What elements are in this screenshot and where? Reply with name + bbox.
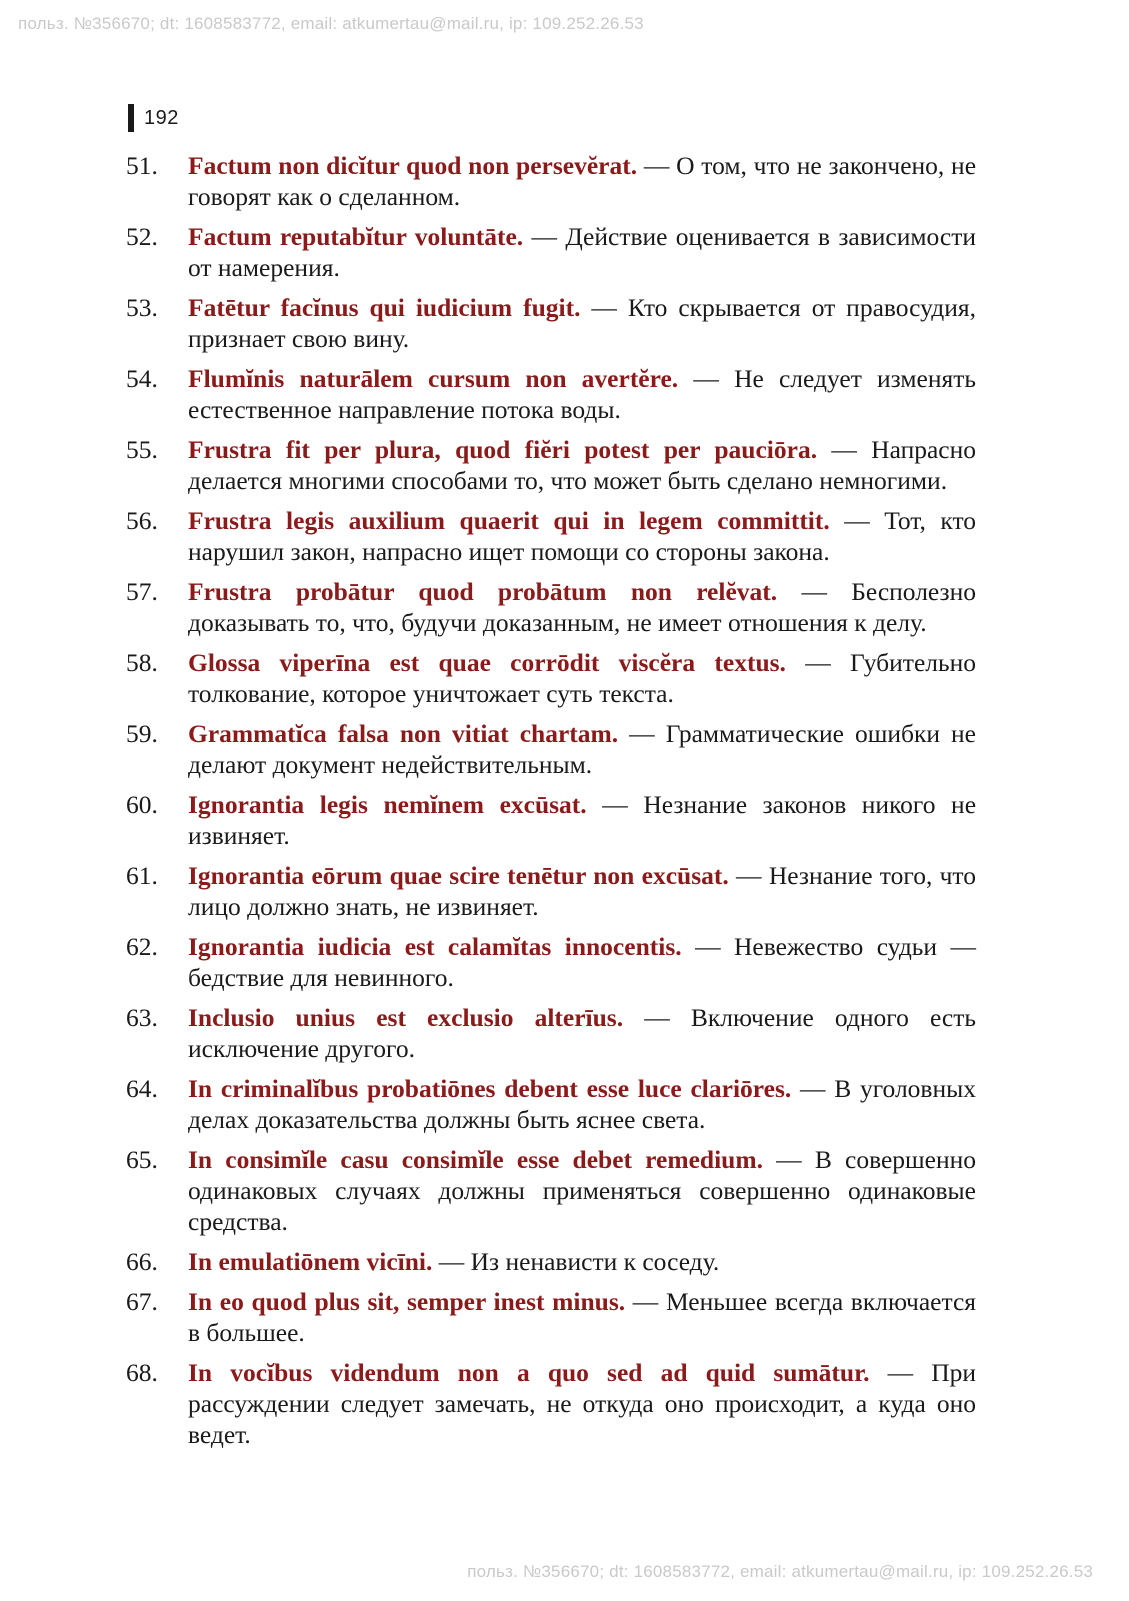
latin-maxim: Glossa viperīna est quae corrōdit viscĕra textus. bbox=[188, 648, 786, 677]
latin-maxim: In vocĭbus videndum non a quo sed ad quid sumātur. bbox=[188, 1358, 870, 1387]
russian-translation: В уголовных делах доказательства должны быть яснее света. bbox=[188, 1074, 976, 1134]
latin-maxim: Frustra probātur quod probātum non relĕvat. bbox=[188, 577, 778, 606]
latin-maxim: Fatētur facĭnus qui iudicium fugit. bbox=[188, 293, 581, 322]
entry-number: 52. bbox=[126, 222, 158, 251]
maxim-entry bbox=[126, 931, 976, 993]
entry-number: 65. bbox=[126, 1145, 158, 1174]
russian-translation: Незнание того, что лицо должно знать, не извиняет. bbox=[188, 861, 976, 921]
russian-translation: Не следует изменять естественное направление потока воды. bbox=[188, 364, 976, 424]
latin-maxim: Inclusio unius est exclusio alterīus. bbox=[188, 1003, 624, 1032]
russian-translation: Тот, кто нарушил закон, напрасно ищет помощи со стороны закона. bbox=[188, 506, 976, 566]
em-dash-separator: — bbox=[591, 293, 617, 322]
entry-number: 67. bbox=[126, 1287, 158, 1316]
em-dash-separator: — bbox=[643, 151, 670, 180]
em-dash-separator: — bbox=[695, 932, 721, 961]
entry-number: 55. bbox=[126, 435, 158, 464]
latin-maxim: Frustra fit per plura, quod fiĕri potest per pauciōra. bbox=[188, 435, 818, 464]
entry-number: 60. bbox=[126, 790, 158, 819]
em-dash-separator: — bbox=[801, 577, 827, 606]
latin-maxim: Factum reputabĭtur voluntāte. bbox=[188, 222, 524, 251]
latin-maxim: In criminalĭbus probatiōnes debent esse luce clariōres. bbox=[188, 1074, 792, 1103]
maxim-entry bbox=[126, 434, 976, 496]
latin-maxim: Flumĭnis naturālem cursum non avertĕre. bbox=[188, 364, 679, 393]
latin-maxim: In eo quod plus sit, semper inest minus. bbox=[188, 1287, 626, 1316]
maxim-entry bbox=[126, 789, 976, 851]
em-dash-separator: — bbox=[831, 435, 857, 464]
latin-maxim: Factum non dicĭtur quod non persevĕrat. bbox=[188, 151, 638, 180]
entry-number: 58. bbox=[126, 648, 158, 677]
maxim-entry bbox=[126, 718, 976, 780]
entry-number: 56. bbox=[126, 506, 158, 535]
maxim-entry bbox=[126, 1357, 976, 1450]
russian-translation: Включение одного есть исключение другого. bbox=[188, 1003, 976, 1063]
em-dash-separator: — bbox=[644, 1003, 670, 1032]
em-dash-separator: — bbox=[776, 1145, 802, 1174]
latin-maxim: Frustra legis auxilium quaerit qui in legem committit. bbox=[188, 506, 830, 535]
entry-number: 54. bbox=[126, 364, 158, 393]
maxim-entry bbox=[126, 221, 976, 283]
russian-translation: Грамматические ошибки не делают документ недействительным. bbox=[188, 719, 977, 779]
russian-translation: В совершенно одинаковых случаях должны применяться совершенно одинаковые средства. bbox=[188, 1145, 977, 1236]
russian-translation: Из ненависти к соседу. bbox=[470, 1247, 720, 1276]
russian-translation: При рассуждении следует замечать, не откуда оно происходит, а куда оно ведет. bbox=[188, 1358, 976, 1449]
russian-translation: Невежество судьи — бедствие для невинного. bbox=[188, 932, 976, 992]
russian-translation: Напрасно делается многими способами то, что может быть сделано немногими. bbox=[188, 435, 976, 495]
page-number: 192 bbox=[144, 106, 179, 129]
em-dash-separator: — bbox=[799, 1074, 826, 1103]
russian-translation: Кто скрывается от правосудия, признает свою вину. bbox=[188, 293, 976, 353]
entry-number: 63. bbox=[126, 1003, 158, 1032]
maxims-list bbox=[126, 150, 976, 1459]
maxim-entry bbox=[126, 1144, 976, 1237]
watermark-bottom: польз. №356670; dt: 1608583772, email: atkumertau@mail.ru, ip: 109.252.26.53 bbox=[467, 1562, 1093, 1581]
maxim-entry bbox=[126, 363, 976, 425]
russian-translation: Меньшее всегда включается в большее. bbox=[188, 1287, 976, 1347]
maxim-entry bbox=[126, 1286, 976, 1348]
latin-maxim: Ignorantia legis nemĭnem excūsat. bbox=[188, 790, 587, 819]
maxim-entry bbox=[126, 647, 976, 709]
entry-number: 68. bbox=[126, 1358, 158, 1387]
russian-translation: Действие оценивается в зависимости от намерения. bbox=[188, 222, 977, 282]
russian-translation: Губительно толкование, которое уничтожает суть текста. bbox=[188, 648, 977, 708]
maxim-entry bbox=[126, 1002, 976, 1064]
em-dash-separator: — bbox=[805, 648, 831, 677]
russian-translation: О том, что не закончено, не говорят как о сделанном. bbox=[188, 151, 977, 211]
latin-maxim: In emulatiōnem vicīni. bbox=[188, 1247, 433, 1276]
maxim-entry bbox=[126, 576, 976, 638]
latin-maxim: Grammatĭca falsa non vitiat chartam. bbox=[188, 719, 619, 748]
maxim-entry bbox=[126, 860, 976, 922]
em-dash-separator: — bbox=[887, 1358, 914, 1387]
entry-number: 66. bbox=[126, 1247, 158, 1276]
latin-maxim: Ignorantia eōrum quae scire tenētur non excūsat. bbox=[188, 861, 729, 890]
em-dash-separator: — bbox=[438, 1247, 465, 1276]
latin-maxim: In consimĭle casu consimĭle esse debet remedium. bbox=[188, 1145, 763, 1174]
maxim-entry bbox=[126, 1246, 976, 1277]
watermark-top: польз. №356670; dt: 1608583772, email: atkumertau@mail.ru, ip: 109.252.26.53 bbox=[18, 14, 644, 33]
maxim-entry bbox=[126, 1073, 976, 1135]
em-dash-separator: — bbox=[531, 222, 557, 251]
em-dash-separator: — bbox=[693, 364, 719, 393]
entry-number: 57. bbox=[126, 577, 158, 606]
em-dash-separator: — bbox=[632, 1287, 659, 1316]
page-header bbox=[128, 104, 179, 132]
russian-translation: Незнание законов никого не извиняет. bbox=[188, 790, 977, 850]
entry-number: 53. bbox=[126, 293, 158, 322]
russian-translation: Бесполезно доказывать то, что, будучи доказанным, не имеет отношения к делу. bbox=[188, 577, 977, 637]
entry-number: 59. bbox=[126, 719, 158, 748]
maxim-entry bbox=[126, 505, 976, 567]
entry-number: 62. bbox=[126, 932, 158, 961]
entry-number: 61. bbox=[126, 861, 158, 890]
em-dash-separator: — bbox=[844, 506, 870, 535]
em-dash-separator: — bbox=[629, 719, 655, 748]
page-marker-bar bbox=[128, 104, 134, 132]
maxim-entry bbox=[126, 292, 976, 354]
latin-maxim: Ignorantia iudicia est calamĭtas innocentis. bbox=[188, 932, 682, 961]
entry-number: 51. bbox=[126, 151, 158, 180]
entry-number: 64. bbox=[126, 1074, 158, 1103]
em-dash-separator: — bbox=[736, 861, 762, 890]
em-dash-separator: — bbox=[602, 790, 628, 819]
maxim-entry bbox=[126, 150, 976, 212]
